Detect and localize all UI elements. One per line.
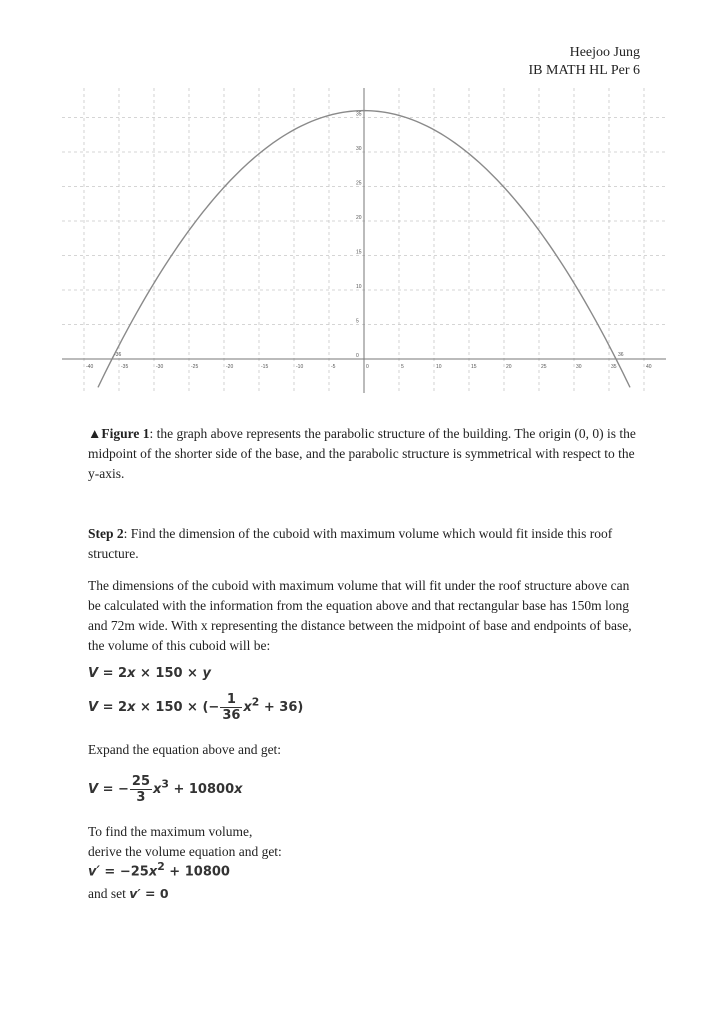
explanation-paragraph: The dimensions of the cuboid with maximum volume that will fit under the roof structure above can be calculated with the information from the equation above and that rectangular base has 150m long and 72m wide. With x representing the distance between the midpoint of base and endpoints of base, the volume of this cuboid will be: <box>88 578 632 653</box>
caption-marker: ▲ <box>88 426 102 441</box>
x-tick-label: -25 <box>191 364 199 370</box>
eq-var: V <box>88 782 99 797</box>
y-tick-label: 0 <box>356 353 359 359</box>
step-text: : Find the dimension of the cuboid with maximum volume which would fit inside this roof structure. <box>88 526 613 561</box>
eq-var: v′ <box>88 864 100 880</box>
fraction-denominator: 3 <box>136 790 146 805</box>
fraction-denominator: 36 <box>222 708 241 723</box>
x-tick-label: 20 <box>506 364 512 370</box>
volume-substituted-equation <box>88 692 303 723</box>
course-name: IB MATH HL Per 6 <box>528 63 640 78</box>
fraction-numerator: 25 <box>131 774 150 789</box>
eq-var: x <box>234 782 243 797</box>
step-2 <box>88 524 640 564</box>
x-tick-label: -20 <box>226 364 234 370</box>
x-tick-label: 25 <box>541 364 547 370</box>
y-tick-label: 35 <box>356 111 362 118</box>
x-tick-label: -30 <box>156 364 164 370</box>
figure-caption <box>88 424 640 484</box>
eq-var: V <box>88 666 99 681</box>
x-tick-label: -10 <box>296 364 304 370</box>
eq-term: = −25 <box>99 864 149 880</box>
eq-exponent: 2 <box>157 860 165 873</box>
x-tick-label: -15 <box>261 364 269 370</box>
eq-exponent: 3 <box>161 777 169 791</box>
page-header <box>529 44 640 80</box>
eq-var: V <box>88 700 99 715</box>
eq-exponent: 2 <box>251 695 260 709</box>
x-tick-label: 35 <box>611 364 617 370</box>
eq-var: x <box>127 700 136 715</box>
eq-term: = 0 <box>140 886 169 901</box>
y-tick-label: 25 <box>356 180 362 187</box>
fraction <box>130 774 152 805</box>
and-set-text: and set <box>88 886 130 901</box>
eq-term: × 150 × <box>135 666 203 681</box>
and-set-line <box>88 884 640 904</box>
eq-term: + 10800 <box>168 782 235 797</box>
y-tick-label: 30 <box>356 146 362 152</box>
author-name: Heejoo Jung <box>569 45 640 60</box>
eq-var: x <box>243 700 252 715</box>
parabola-graph <box>62 88 666 393</box>
caption-label: Figure 1 <box>101 426 150 441</box>
eq-var: x <box>148 864 158 880</box>
x-tick-label: 30 <box>576 364 582 370</box>
x-tick-label: 40 <box>646 364 652 370</box>
eq-var: x <box>127 666 136 681</box>
and-set-equation <box>129 886 168 901</box>
x-tick-label: 0 <box>366 364 369 370</box>
x-tick-label: -35 <box>121 364 129 370</box>
y-tick-label: 10 <box>356 284 362 290</box>
eq-sym: = <box>98 700 119 715</box>
y-tick-label: 15 <box>356 249 362 256</box>
eq-term: + 10800 <box>164 864 230 880</box>
x-tick-label: -5 <box>331 364 336 370</box>
eq-term: 2 <box>118 700 128 715</box>
volume-equation <box>88 666 211 681</box>
fraction-numerator: 1 <box>220 692 242 708</box>
to-find-line-1: To find the maximum volume, <box>88 824 253 839</box>
eq-var: x <box>153 782 162 797</box>
eq-sym: = − <box>98 782 129 797</box>
x-tick-label: 10 <box>436 364 442 370</box>
parabola-chart-svg <box>62 88 666 393</box>
to-find-line-2: derive the volume equation and get: <box>88 844 282 859</box>
expand-text: Expand the equation above and get: <box>88 742 282 757</box>
step-label: Step 2 <box>88 526 124 541</box>
root-annotation: 36 <box>618 352 624 358</box>
eq-term: 2 <box>118 666 128 681</box>
x-tick-label: -40 <box>86 364 94 370</box>
eq-var: v′ <box>129 886 141 901</box>
y-tick-label: 20 <box>356 215 362 221</box>
caption-text: : the graph above represents the parabolic structure of the building. The origin (0, 0) is the midpoint of the shorter side of the base, and the parabolic structure is symmetrical with respect to the y-axis. <box>88 426 636 481</box>
eq-term: + 36) <box>259 700 304 715</box>
eq-sym: = <box>98 666 119 681</box>
fraction <box>220 692 242 723</box>
x-tick-label: 5 <box>401 364 404 370</box>
to-find-text <box>88 822 640 862</box>
root-annotation: -36 <box>114 352 122 358</box>
eq-var: y <box>202 666 211 681</box>
x-tick-label: 15 <box>471 364 477 370</box>
expanded-volume-equation <box>88 774 243 805</box>
y-tick-label: 5 <box>356 318 359 325</box>
eq-term: × 150 × (− <box>135 700 220 715</box>
derivative-equation <box>88 860 230 879</box>
